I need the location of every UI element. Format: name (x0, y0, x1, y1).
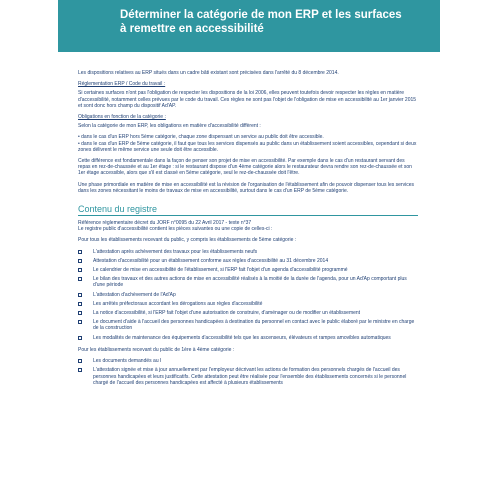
reglementation-heading: Réglementation ERP / Code du travail : (78, 81, 166, 88)
page-title-line1: Déterminer la catégorie de mon ERP et les surfaces (120, 9, 402, 21)
checklist-item (78, 367, 418, 386)
all-establishments-list (78, 249, 418, 341)
checkbox-icon[interactable] (78, 311, 82, 315)
checklist-item (78, 249, 418, 255)
checklist-item (78, 335, 418, 341)
checklist-item (78, 310, 418, 316)
checkbox-icon[interactable] (78, 259, 82, 263)
obligations-paragraph-3: Une phase primordiale en matière de mise en accessibilité est la révision de l'organisation de l'établissement afin de pouvoir dispenser tous les services dans les zones nécessitant le moins de travaux de mise en accessibilité, surtout dans le cas d'un ERP de 5ème catégorie. (78, 181, 414, 194)
registre-reference-2: Le registre public d'accessibilité contient les pièces suivantes ou une copie de celles-ci : (78, 226, 273, 233)
category-establishments-list (78, 358, 418, 386)
checklist-item-text: Les arrêtés préfectoraux accordant les dérogations aux règles d'accessibilité (93, 300, 263, 307)
checklist-item-text: L'attestation après achèvement des travaux pour les établissements neufs (93, 248, 258, 255)
checklist-item (78, 301, 418, 307)
checkbox-icon[interactable] (78, 302, 82, 306)
checklist-item-text: Les modalités de maintenance des équipements d'accessibilité tels que les ascenseurs, élévateurs et rampes amovibles automatiques (93, 334, 391, 341)
page-title (120, 8, 420, 36)
checklist-item-text: La notice d'accessibilité, si l'ERP fait l'objet d'une autorisation de construire, d'aménager ou de modifier un établissement (93, 310, 361, 317)
checkbox-icon[interactable] (78, 293, 82, 297)
obligations-line-2: • dans le cas d'un ERP de 5ème catégorie, il faut que tous les services dispensés au public dans un établissement soient accessibles, cependant si deux zones délivrent le même service une seule doit être accessible. (78, 140, 417, 153)
checklist-item-text: Le calendrier de mise en accessibilité de l'établissement, si l'ERP fait l'objet d'un agenda d'accessibilité programmé (93, 267, 348, 274)
intro-paragraph: Les dispositions relatives au ERP situés dans un cadre bâti existant sont précisées dans l'arrêté du 8 décembre 2014. (78, 70, 339, 76)
checklist-item-text: Le bilan des travaux et des autres actions de mise en accessibilité réalisés à la moitié de la durée de l'agenda, pour un Ad'Ap comportant plus d'une période (93, 276, 407, 289)
registre-section-title: Contenu du registre (78, 204, 158, 215)
obligations-heading: Obligations en fonction de la catégorie : (78, 114, 166, 121)
checklist-item-text: Les documents demandés au I (93, 358, 162, 365)
checklist-item-text: Attestation d'accessibilité pour un établissement conforme aux règles d'accessibilité au 31 décembre 2014 (93, 257, 329, 264)
checkbox-icon[interactable] (78, 277, 82, 281)
checkbox-icon[interactable] (78, 359, 82, 363)
checkbox-icon[interactable] (78, 368, 82, 372)
checkbox-icon[interactable] (78, 336, 82, 340)
checklist-item (78, 319, 418, 331)
checkbox-icon[interactable] (78, 320, 82, 324)
obligations-paragraph-2: Cette différence est fondamentale dans la façon de penser son projet de mise en accessibilité. Par exemple dans le cas d'un restaurant servant des repas en rez-de-chaussée et au 1er étage : si le restaurant dispose d'un 4ème catégorie alors le restaurateur devra rendre son rez-de-chaussée et son 1er étage accessible, alors que s'il est classé en 5ème catégorie, seul le rez-de-chaussée doit l'être. (78, 158, 412, 177)
section-divider (78, 215, 418, 216)
document-body (78, 70, 418, 389)
checklist-item (78, 267, 418, 273)
checklist-item-text: Le document d'aide à l'accueil des personnes handicapées à destination du personnel en contact avec le public élaboré par le ministre en charge de la construction (93, 319, 415, 332)
obligations-line-1: • dans le cas d'un ERP hors 5ème catégorie, chaque zone dispensant un service au public doit être accessible. (78, 134, 324, 141)
checkbox-icon[interactable] (78, 250, 82, 254)
category-establishments-heading: Pour les établissements recevant du public de 1ère à 4ème catégorie : (78, 346, 235, 353)
checklist-item (78, 258, 418, 264)
page-title-line2: à remettre en accessibilité (120, 23, 264, 35)
checklist-item (78, 358, 418, 364)
all-establishments-heading: Pour tous les établissements recevant du public, y compris les établissements de 5ème catégorie : (78, 237, 297, 244)
obligations-intro: Selon la catégorie de mon ERP, les obligations en matière d'accessibilité diffèrent : (78, 123, 261, 130)
reglementation-text: Si certaines surfaces n'ont pas l'obligation de respecter les dispositions de la loi 2006, elles peuvent toutefois devoir respecter les règles en matière d'accessibilité, notamment celles prévues par le code du travail. Ces règles ne sont pas l'objet de l'obligation de mise en accessibilité au 1er janvier 2015 et sont donc hors champ du dispositif Ad'AP. (78, 90, 417, 109)
checklist-item (78, 292, 418, 298)
checklist-item-text: L'attestation signée et mise à jour annuellement par l'employeur décrivant les actions de formation des personnels chargés de l'accueil des personnes handicapées et leurs justificatifs. Cette attestation peut être réalisée pour l'ensemble des établissements concernés si le personnel chargé de l'accueil des personnes handicapées est affecté à plusieurs établissements (93, 367, 407, 386)
checklist-item (78, 276, 418, 288)
registre-reference-1: Référence réglementaire décret du JORF n°0095 du 22 Avril 2017 - texte n°37 (78, 220, 252, 227)
checklist-item-text: L'attestation d'achèvement de l'Ad'Ap (93, 291, 176, 298)
checkbox-icon[interactable] (78, 268, 82, 272)
